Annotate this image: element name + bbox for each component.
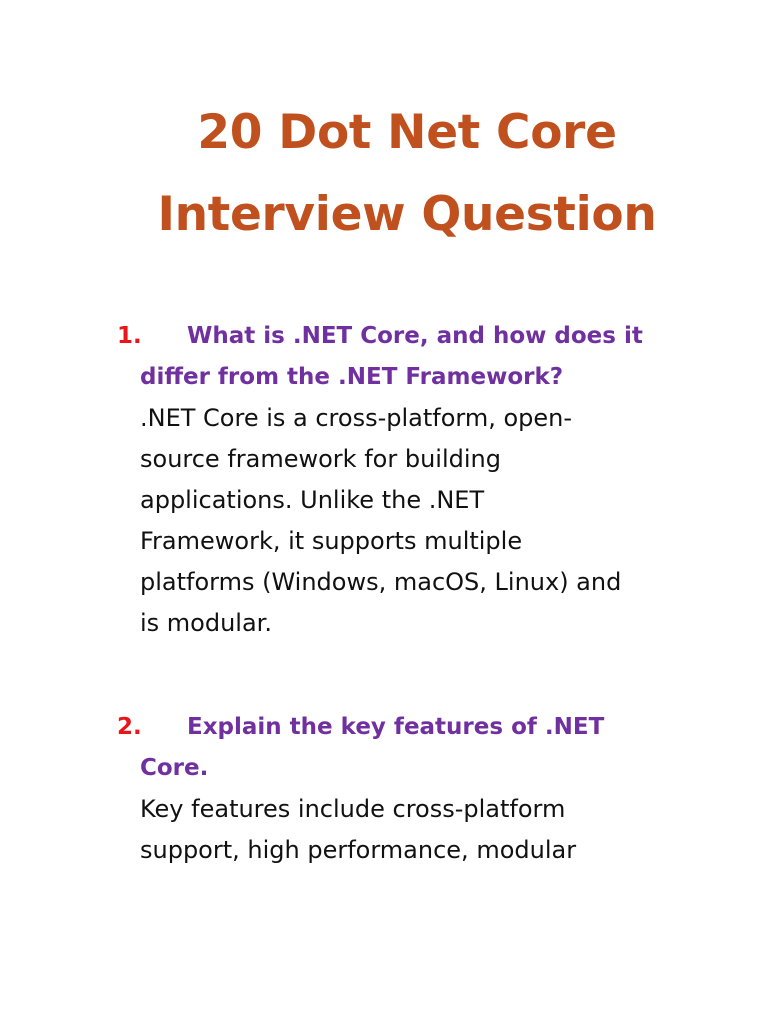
- answer-line: support, high performance, modular: [140, 836, 577, 864]
- answer-text: [117, 789, 717, 871]
- answer-text: [117, 398, 717, 644]
- title-line: 20 Dot Net Core: [197, 105, 617, 160]
- question-line: Core.: [140, 755, 209, 781]
- answer-line: applications. Unlike the .NET: [140, 486, 485, 514]
- question-line: differ from the .NET Framework?: [140, 364, 564, 390]
- title-line: Interview Question: [157, 187, 657, 242]
- question-block-2: [117, 707, 717, 871]
- question-number: 2.: [117, 714, 142, 740]
- question-heading: [117, 707, 717, 789]
- answer-line: Framework, it supports multiple: [140, 527, 523, 555]
- answer-line: source framework for building: [140, 445, 501, 473]
- question-heading: [117, 316, 717, 398]
- page-title: [0, 92, 768, 256]
- answer-line: .NET Core is a cross-platform, open-: [140, 404, 573, 432]
- answer-line: Key features include cross-platform: [140, 795, 566, 823]
- question-number: 1.: [117, 323, 142, 349]
- question-line: What is .NET Core, and how does it: [187, 323, 643, 349]
- question-block-1: [117, 316, 717, 644]
- answer-line: is modular.: [140, 609, 272, 637]
- question-line: Explain the key features of .NET: [187, 714, 605, 740]
- answer-line: platforms (Windows, macOS, Linux) and: [140, 568, 622, 596]
